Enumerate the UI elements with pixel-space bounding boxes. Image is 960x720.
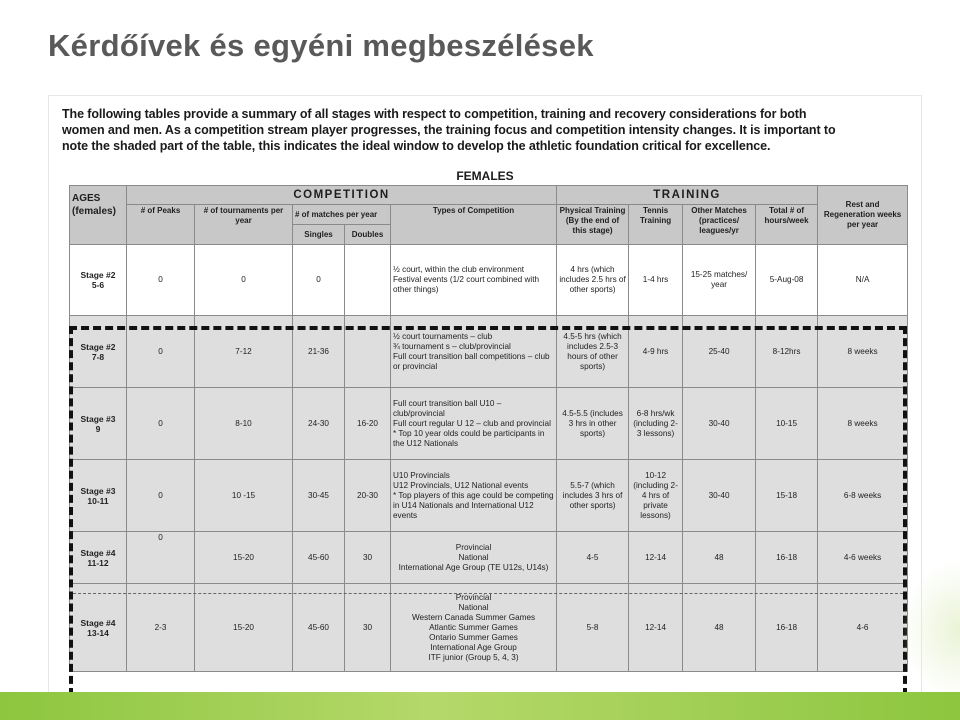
- intro-paragraph: The following tables provide a summary of all stages with respect to competition, training and recovery considerations for both women and men. As a competition stream player progresses, the training focus and competition intensity changes. It is important to note the shaded part of the table, this indicates the ideal window to develop the athletic foundation critical for excellence.: [62, 107, 836, 153]
- other-matches-cell: 30-40: [683, 460, 756, 532]
- other-matches-cell: 30-40: [683, 388, 756, 460]
- doubles-cell: [345, 245, 391, 316]
- doubles-cell: 20-30: [345, 460, 391, 532]
- tournaments-cell: 15-20: [195, 584, 293, 672]
- total-hours-cell: 10-15: [756, 388, 818, 460]
- rest-cell: N/A: [818, 245, 908, 316]
- peaks-cell: 0: [127, 460, 195, 532]
- slide-title: Kérdőívek és egyéni megbeszélések: [48, 28, 594, 63]
- header-tennis: Tennis Training: [629, 205, 683, 245]
- header-competition: COMPETITION: [127, 186, 557, 205]
- shaded-window-top-border: [69, 326, 907, 330]
- physical-cell: 4-5: [557, 532, 629, 584]
- header-tournaments: # of tournaments per year: [195, 205, 293, 245]
- table-row: [70, 584, 908, 672]
- decorative-swoosh: [900, 560, 960, 700]
- bottom-accent-band: [0, 692, 960, 720]
- stage-cell: Stage #2 5-6: [70, 245, 127, 316]
- header-rest: Rest and Regeneration weeks per year: [818, 186, 908, 245]
- tennis-cell: 12-14: [629, 584, 683, 672]
- header-types: Types of Competition: [391, 205, 557, 245]
- tournaments-cell: 15-20: [195, 532, 293, 584]
- header-other-matches: Other Matches (practices/ leagues/yr: [683, 205, 756, 245]
- peaks-cell: 0: [127, 316, 195, 388]
- header-doubles: Doubles: [345, 225, 391, 245]
- total-hours-cell: 5-Aug-08: [756, 245, 818, 316]
- doubles-cell: 16-20: [345, 388, 391, 460]
- peaks-cell: 0: [127, 245, 195, 316]
- tournaments-cell: 10 -15: [195, 460, 293, 532]
- tournaments-cell: 8-10: [195, 388, 293, 460]
- physical-cell: 5-8: [557, 584, 629, 672]
- competition-types-cell: Provincial National Western Canada Summer Games Atlantic Summer Games Ontario Summer Games International Age Group ITF junior (Group 5, 4, 3): [391, 584, 557, 672]
- rest-cell: 8 weeks: [818, 388, 908, 460]
- header-training: TRAINING: [557, 186, 818, 205]
- shaded-window-left-border: [69, 326, 73, 696]
- rest-cell: 8 weeks: [818, 316, 908, 388]
- peaks-cell: 0: [127, 388, 195, 460]
- singles-cell: 21-36: [293, 316, 345, 388]
- competition-types-cell: ½ court tournaments – club ¾ tournament s – club/provincial Full court transition ball competitions – club or provincial: [391, 316, 557, 388]
- doubles-cell: 30: [345, 584, 391, 672]
- stage-cell: Stage #4 13-14: [70, 584, 127, 672]
- tournaments-cell: 7-12: [195, 316, 293, 388]
- physical-cell: 4.5-5.5 (includes 3 hrs in other sports): [557, 388, 629, 460]
- table-title: FEMALES: [456, 169, 514, 183]
- doubles-cell: 30: [345, 532, 391, 584]
- competition-types-cell: Provincial National International Age Group (TE U12s, U14s): [391, 532, 557, 584]
- singles-cell: 24-30: [293, 388, 345, 460]
- physical-cell: 4 hrs (which includes 2.5 hrs of other sports): [557, 245, 629, 316]
- other-matches-cell: 15-25 matches/ year: [683, 245, 756, 316]
- other-matches-cell: 48: [683, 584, 756, 672]
- total-hours-cell: 16-18: [756, 584, 818, 672]
- header-peaks: # of Peaks: [127, 205, 195, 245]
- singles-cell: 0: [293, 245, 345, 316]
- tennis-cell: 6-8 hrs/wk (including 2-3 lessons): [629, 388, 683, 460]
- singles-cell: 30-45: [293, 460, 345, 532]
- physical-cell: 5.5-7 (which includes 3 hrs of other sports): [557, 460, 629, 532]
- stage-cell: Stage #4 11-12: [70, 532, 127, 584]
- rest-cell: 4-6: [818, 584, 908, 672]
- table-row: [70, 532, 908, 584]
- header-matches: # of matches per year: [293, 205, 391, 225]
- rest-cell: 4-6 weeks: [818, 532, 908, 584]
- header-physical: Physical Training (By the end of this stage): [557, 205, 629, 245]
- tournaments-cell: 0: [195, 245, 293, 316]
- physical-cell: 4.5-5 hrs (which includes 2.5-3 hours of other sports): [557, 316, 629, 388]
- row-separator-dashed: [73, 593, 903, 594]
- document-image: [48, 95, 922, 697]
- tennis-cell: 12-14: [629, 532, 683, 584]
- header-ages: AGES (females): [70, 186, 127, 245]
- competition-types-cell: ½ court, within the club environment Festival events (1/2 court combined with other things): [391, 245, 557, 316]
- tennis-cell: 1-4 hrs: [629, 245, 683, 316]
- table-row: [70, 460, 908, 532]
- total-hours-cell: 16-18: [756, 532, 818, 584]
- singles-cell: 45-60: [293, 532, 345, 584]
- header-total-hours: Total # of hours/week: [756, 205, 818, 245]
- peaks-cell: 2-3: [127, 584, 195, 672]
- tennis-cell: 4-9 hrs: [629, 316, 683, 388]
- stage-cell: Stage #2 7-8: [70, 316, 127, 388]
- rest-cell: 6-8 weeks: [818, 460, 908, 532]
- singles-cell: 45-60: [293, 584, 345, 672]
- stage-cell: Stage #3 9: [70, 388, 127, 460]
- table-row: [70, 245, 908, 316]
- competition-types-cell: U10 Provincials U12 Provincials, U12 National events * Top players of this age could be competing in U14 Nationals and International U12 events: [391, 460, 557, 532]
- table-row: [70, 388, 908, 460]
- competition-types-cell: Full court transition ball U10 – club/provincial Full court regular U 12 – club and provincial * Top 10 year olds could be participants in the U12 Nationals: [391, 388, 557, 460]
- header-singles: Singles: [293, 225, 345, 245]
- stage-cell: Stage #3 10-11: [70, 460, 127, 532]
- total-hours-cell: 15-18: [756, 460, 818, 532]
- tennis-cell: 10-12 (including 2-4 hrs of private lessons): [629, 460, 683, 532]
- stages-table: [69, 185, 908, 672]
- other-matches-cell: 25-40: [683, 316, 756, 388]
- total-hours-cell: 8-12hrs: [756, 316, 818, 388]
- peaks-cell: 0: [127, 532, 195, 584]
- other-matches-cell: 48: [683, 532, 756, 584]
